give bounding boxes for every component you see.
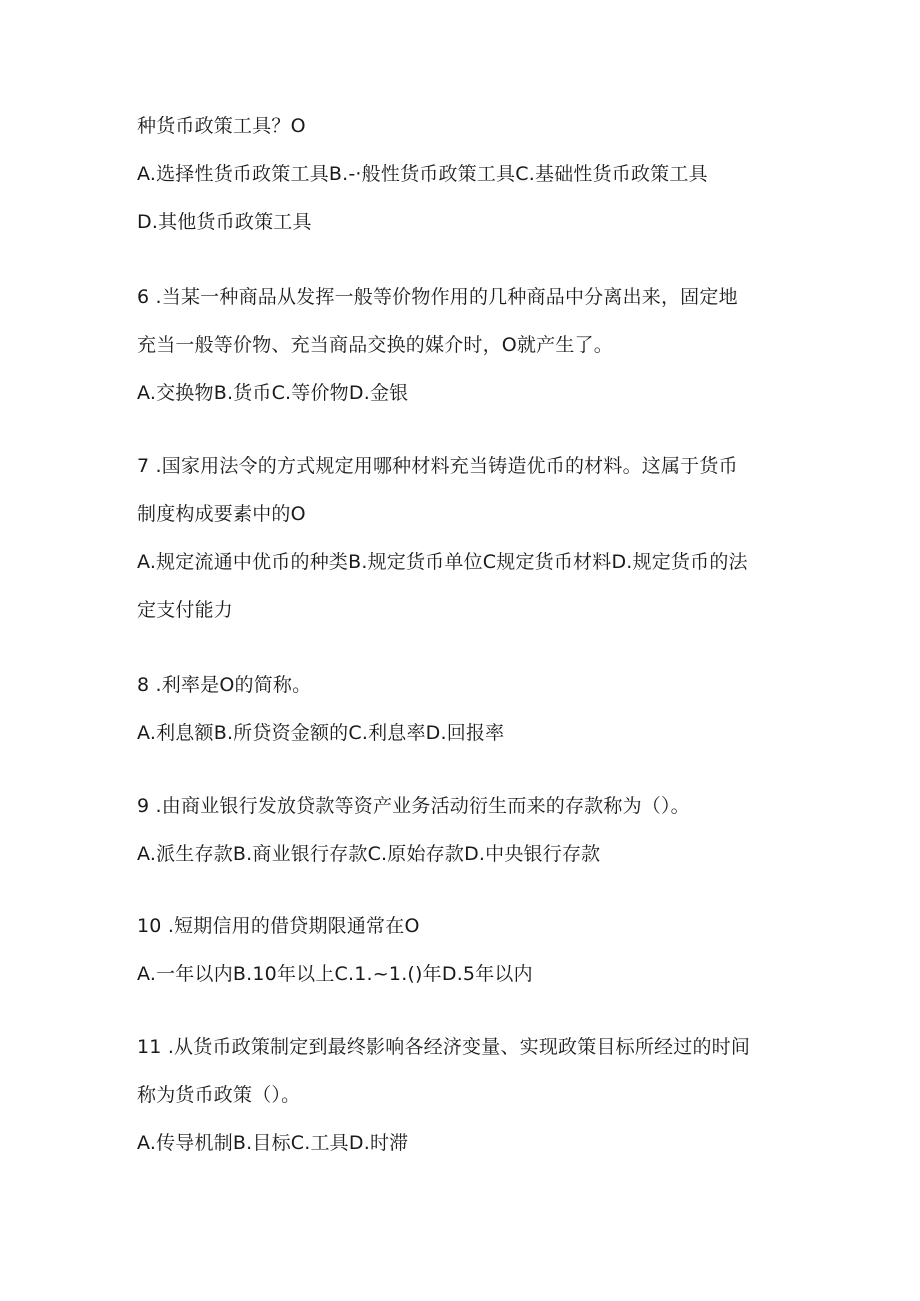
question-11-options: A.传导机制B.目标C.工具D.时滞	[137, 1132, 409, 1154]
question-5-options-abc: A.选择性货币政策工具B.-·般性货币政策工具C.基础性货币政策工具	[137, 163, 708, 185]
question-10-stem: 10 .短期信用的借贷期限通常在O	[137, 915, 420, 937]
question-11-stem-cont: 称为货币政策（）。	[137, 1084, 301, 1106]
question-11-stem: 11 .从货币政策制定到最终影响各经济变量、实现政策目标所经过的时间	[137, 1036, 751, 1058]
question-6-stem-cont: 充当一般等价物、充当商品交换的媒介时，O就产生了。	[137, 334, 613, 356]
question-7-stem-cont: 制度构成要素中的O	[137, 503, 306, 525]
question-5-option-d: D.其他货币政策工具	[137, 211, 312, 233]
question-9-stem: 9 .由商业银行发放贷款等资产业务活动衍生而来的存款称为（）。	[137, 795, 690, 817]
question-9-options: A.派生存款B.商业银行存款C.原始存款D.中央银行存款	[137, 843, 601, 865]
question-8-stem: 8 .利率是O的简称。	[137, 674, 312, 696]
question-7-stem: 7 .国家用法令的方式规定用哪种材料充当铸造优币的材料。这属于货币	[137, 455, 738, 477]
question-6-options: A.交换物B.货币C.等价物D.金银	[137, 382, 409, 404]
question-7-options: A.规定流通中优币的种类B.规定货币单位C规定货币材料D.规定货币的法	[137, 551, 748, 573]
question-10-options: A.一年以内B.10年以上C.1.~1.()年D.5年以内	[137, 963, 533, 985]
question-7-options-cont: 定支付能力	[137, 599, 234, 621]
question-5-stem-end: 种货币政策工具？O	[137, 115, 306, 137]
question-6-stem: 6 .当某一种商品从发挥一般等价物作用的几种商品中分离出来，固定地	[137, 286, 738, 308]
question-8-options: A.利息额B.所贷资金额的C.利息率D.回报率	[137, 722, 505, 744]
